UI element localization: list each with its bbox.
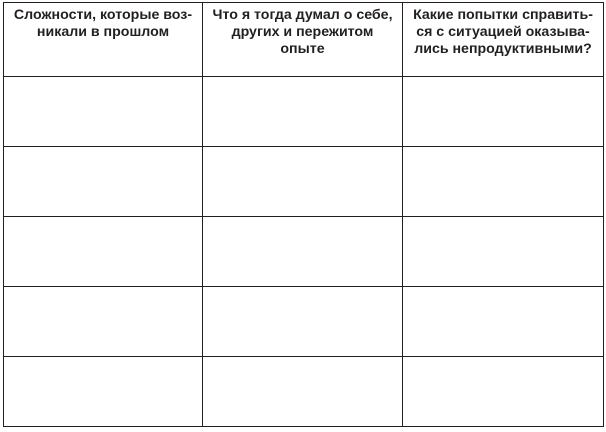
table-cell[interactable] (403, 217, 604, 287)
table-cell[interactable] (4, 217, 203, 287)
table-row (4, 287, 604, 357)
table-cell[interactable] (403, 147, 604, 217)
table-cell[interactable] (203, 77, 403, 147)
table-cell[interactable] (4, 287, 203, 357)
table-row (4, 77, 604, 147)
table-cell[interactable] (203, 217, 403, 287)
table-cell[interactable] (203, 357, 403, 427)
table-row (4, 147, 604, 217)
reflection-table (3, 2, 604, 427)
column-header-unproductive-attempts: Какие попытки справить- ся с ситуацией оказыва- лись непродуктивными? (403, 3, 604, 77)
table-row (4, 217, 604, 287)
table-cell[interactable] (403, 287, 604, 357)
table-row (4, 357, 604, 427)
table-header-row (4, 3, 604, 77)
table-cell[interactable] (203, 147, 403, 217)
column-header-difficulties: Сложности, которые воз- никали в прошлом (4, 3, 203, 77)
column-header-thoughts: Что я тогда думал о себе, других и пережитом опыте (203, 3, 403, 77)
table-cell[interactable] (403, 77, 604, 147)
table-cell[interactable] (4, 147, 203, 217)
table-cell[interactable] (403, 357, 604, 427)
table-cell[interactable] (4, 357, 203, 427)
table-cell[interactable] (203, 287, 403, 357)
table-cell[interactable] (4, 77, 203, 147)
